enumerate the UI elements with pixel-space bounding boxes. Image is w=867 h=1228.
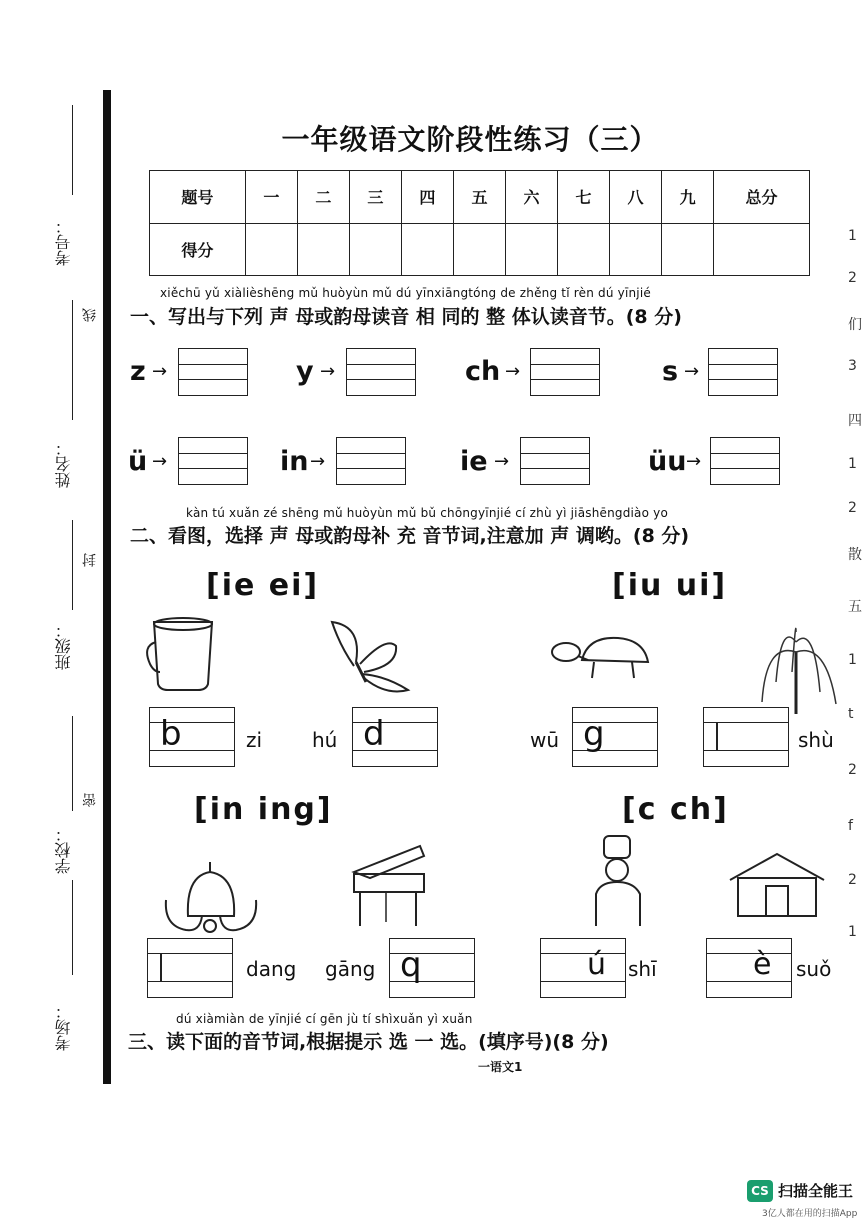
score-input-cell[interactable] <box>558 223 610 276</box>
cup-icon <box>146 612 226 692</box>
q3-pinyin: dú xiàmiàn de yīnjié cí gēn jù tí shìxuǎn yì xuǎn <box>176 1012 473 1026</box>
answer-box[interactable] <box>178 348 248 396</box>
chef-icon <box>590 834 646 928</box>
q1-heading: 一、写出与下列 声 母或韵母读音 相 同的 整 体认读音节。(8 分) <box>130 306 682 328</box>
name-label: 姓名： <box>54 440 73 488</box>
answer-box[interactable] <box>530 348 600 396</box>
given-letter: q <box>400 945 422 985</box>
pinyin-write-box[interactable] <box>389 938 475 998</box>
syllable-word: dang <box>246 957 297 981</box>
table-cell: 五 <box>453 171 505 224</box>
q1-pinyin: xiěchū yǔ xiàlièshēng mǔ huòyùn mǔ dú yīnxiāngtóng de zhěng tǐ rèn dú yīnjié <box>160 286 651 300</box>
table-cell: 总分 <box>714 171 810 224</box>
edge-char: 散 <box>848 547 862 563</box>
camscanner-tagline: 3亿人都在用的扫描App <box>762 1209 858 1219</box>
arrow-icon: → <box>320 361 336 382</box>
turtle-icon <box>548 630 652 686</box>
room-label: 考场： <box>54 1003 73 1051</box>
answer-box[interactable] <box>708 348 778 396</box>
edge-char: 3 <box>848 358 857 374</box>
q3-heading: 三、读下面的音节词,根据提示 选 一 选。(填序号)(8 分) <box>128 1031 609 1053</box>
answer-box[interactable] <box>178 437 248 485</box>
arrow-icon: → <box>152 451 168 472</box>
arrow-icon: → <box>152 361 168 382</box>
line-label: 线 <box>82 308 98 322</box>
bell-icon <box>160 856 264 940</box>
syllable-word: shī <box>628 957 657 981</box>
edge-char: 四 <box>848 413 862 429</box>
edge-char: 1 <box>848 652 857 668</box>
butterfly-icon <box>326 616 412 696</box>
syllable-word: shù <box>798 728 834 752</box>
exam-no-line <box>72 105 73 195</box>
q2-pinyin: kàn tú xuǎn zé shēng mǔ huòyùn mǔ bǔ chōngyīnjié cí zhù yì jiāshēngdiào yo <box>186 506 669 520</box>
answer-box[interactable] <box>336 437 406 485</box>
binding-bar <box>103 90 111 1084</box>
camscanner-name: 扫描全能王 <box>778 1182 854 1200</box>
given-letter: g <box>583 714 605 754</box>
q1-item: z <box>130 356 146 387</box>
q1-item: ch <box>465 356 501 387</box>
syllable-word: wū <box>530 728 560 752</box>
table-cell: 得分 <box>150 223 246 276</box>
given-tone: è <box>753 947 772 982</box>
name-line <box>72 520 73 610</box>
given-letter: b <box>160 714 182 754</box>
class-line <box>72 716 73 811</box>
edge-char: 1 <box>848 924 857 940</box>
pinyin-write-box[interactable] <box>572 707 658 767</box>
willow-tree-icon <box>756 612 842 716</box>
q1-item: ie <box>460 446 488 477</box>
table-row <box>150 223 810 276</box>
pinyin-write-box[interactable] <box>352 707 438 767</box>
score-input-cell[interactable] <box>662 223 714 276</box>
exam-no-label: 考号： <box>54 218 73 266</box>
answer-box[interactable] <box>710 437 780 485</box>
page-footer: 一语文1 <box>478 1060 523 1074</box>
edge-char: 2 <box>848 500 857 516</box>
answer-box[interactable] <box>346 348 416 396</box>
choice-group: [c ch] <box>622 792 729 827</box>
table-cell: 九 <box>662 171 714 224</box>
score-input-cell[interactable] <box>401 223 453 276</box>
table-row <box>150 171 810 224</box>
score-input-cell[interactable] <box>245 223 297 276</box>
q1-item: s <box>662 356 679 387</box>
edge-char: t <box>848 706 854 722</box>
edge-char: 2 <box>848 872 857 888</box>
edge-char: 们 <box>848 317 862 333</box>
edge-char: 2 <box>848 762 857 778</box>
score-table <box>149 170 810 276</box>
given-letter: d <box>363 714 385 754</box>
table-cell: 三 <box>349 171 401 224</box>
table-cell: 八 <box>610 171 662 224</box>
q1-item: y <box>296 356 314 387</box>
edge-char: 2 <box>848 270 857 286</box>
choice-group: [iu ui] <box>612 568 728 603</box>
page-title: 一年级语文阶段性练习（三） <box>281 123 659 156</box>
answer-box[interactable] <box>520 437 590 485</box>
choice-group: [ie ei] <box>206 568 320 603</box>
pinyin-write-box[interactable] <box>703 707 789 767</box>
score-input-cell[interactable] <box>453 223 505 276</box>
edge-char: f <box>848 818 853 834</box>
class-label: 班级： <box>54 622 73 670</box>
school-label: 学校： <box>54 826 73 874</box>
piano-icon <box>350 842 430 928</box>
arrow-icon: → <box>505 361 521 382</box>
syllable-word: gāng <box>325 957 376 981</box>
q1-item: üu <box>648 446 687 477</box>
syllable-word: suǒ <box>796 957 832 981</box>
school-line <box>72 880 73 975</box>
q1-item: ü <box>128 446 148 477</box>
arrow-icon: → <box>686 451 702 472</box>
choice-group: [in ing] <box>194 792 333 827</box>
score-input-cell[interactable] <box>714 223 810 276</box>
seal-label: 封 <box>82 553 98 567</box>
pinyin-write-box[interactable] <box>149 707 235 767</box>
q1-item: in <box>280 446 309 477</box>
score-input-cell[interactable] <box>610 223 662 276</box>
table-cell: 四 <box>401 171 453 224</box>
table-cell: 二 <box>297 171 349 224</box>
syllable-word: zi <box>246 728 263 752</box>
edge-char: 1 <box>848 228 857 244</box>
edge-char: 五 <box>848 599 862 615</box>
secret-label: 密 <box>82 793 98 807</box>
table-cell: 一 <box>245 171 297 224</box>
camscanner-logo: CS <box>747 1180 773 1202</box>
given-tone: ú <box>587 947 607 982</box>
pinyin-write-box[interactable] <box>706 938 792 998</box>
table-cell: 六 <box>505 171 557 224</box>
arrow-icon: → <box>310 451 326 472</box>
table-cell: 题号 <box>150 171 246 224</box>
q2-heading: 二、看图，选择 声 母或韵母补 充 音节词,注意加 声 调哟。(8 分) <box>130 525 690 547</box>
arrow-icon: → <box>494 451 510 472</box>
arrow-icon: → <box>684 361 700 382</box>
table-cell: 七 <box>558 171 610 224</box>
score-input-cell[interactable] <box>349 223 401 276</box>
pinyin-write-box[interactable] <box>540 938 626 998</box>
syllable-word: hú <box>312 728 338 752</box>
score-input-cell[interactable] <box>297 223 349 276</box>
divider-line <box>72 300 73 420</box>
score-input-cell[interactable] <box>505 223 557 276</box>
house-icon <box>728 852 826 918</box>
pinyin-write-box[interactable] <box>147 938 233 998</box>
edge-char: 1 <box>848 456 857 472</box>
